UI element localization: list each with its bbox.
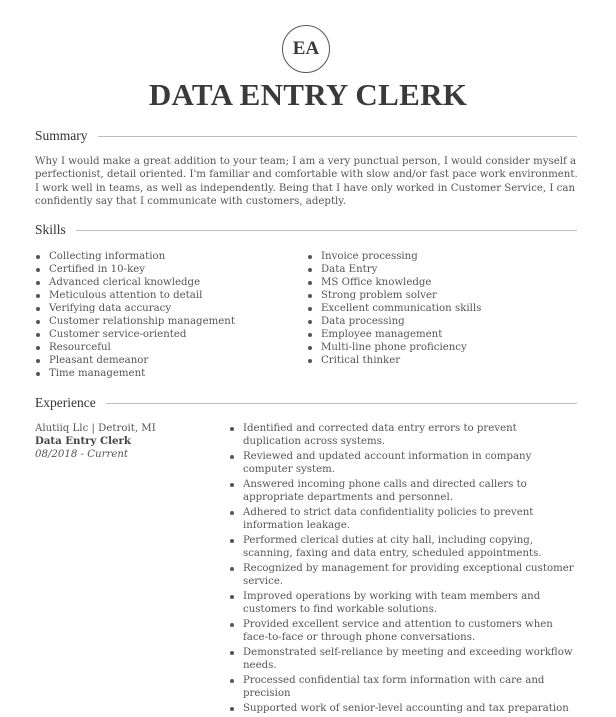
skills-heading-label: Skills	[35, 222, 66, 237]
list-item: Collecting information	[35, 250, 235, 263]
job-role: Data Entry Clerk	[35, 435, 131, 447]
list-item: Employee management	[307, 328, 481, 341]
list-item: Certified in 10-key	[35, 263, 235, 276]
list-item: Supported work of senior-level accounting and tax preparation	[230, 702, 575, 715]
list-item: Improved operations by working with team members and customers to find workable solutions.	[230, 590, 575, 617]
summary-text: Why I would make a great addition to your team; I am a very punctual person, I would consider myself a perfectionist, detail oriented. I'm familiar and comfortable with slow and/or fast pace work environment. I work well in teams, as well as independently. Being that I have only worked in Customer Service, I can confidently say that I communicate with customers, adeptly.	[35, 156, 578, 207]
job-dates: 08/2018 - Current	[35, 449, 129, 460]
list-item: Advanced clerical knowledge	[35, 276, 235, 289]
experience-heading-label: Experience	[35, 395, 96, 410]
list-item: Verifying data accuracy	[35, 302, 235, 315]
list-item: Strong problem solver	[307, 289, 481, 302]
skills-heading	[35, 222, 577, 238]
list-item: MS Office knowledge	[307, 276, 481, 289]
list-item: Data Entry	[307, 263, 481, 276]
list-item: Customer service-oriented	[35, 328, 235, 341]
job-bullets	[230, 422, 575, 717]
list-item: Adhered to strict data confidentiality policies to prevent information leakage.	[230, 506, 575, 533]
list-item: Processed confidential tax form information with care and precision	[230, 674, 575, 701]
job-info	[35, 422, 156, 461]
list-item: Answered incoming phone calls and directed callers to appropriate departments and personnel.	[230, 478, 575, 505]
page-title: DATA ENTRY CLERK	[148, 77, 468, 112]
list-item: Meticulous attention to detail	[35, 289, 235, 302]
list-item: Data processing	[307, 315, 481, 328]
list-item: Resourceful	[35, 341, 235, 354]
summary-heading	[35, 128, 577, 144]
list-item: Excellent communication skills	[307, 302, 481, 315]
divider	[98, 136, 578, 137]
job-company: Alutiiq Llc | Detroit, MI	[35, 423, 156, 434]
list-item: Demonstrated self-reliance by meeting and exceeding workflow needs.	[230, 646, 575, 673]
list-item: Identified and corrected data entry errors to prevent duplication across systems.	[230, 422, 575, 449]
divider	[106, 403, 577, 404]
experience-heading	[35, 395, 577, 411]
list-item: Performed clerical duties at city hall, including copying, scanning, faxing and data entry, scheduled appointments.	[230, 534, 575, 561]
summary-heading-label: Summary	[35, 128, 88, 143]
list-item: Reviewed and updated account information in company computer system.	[230, 450, 575, 477]
list-item: Time management	[35, 367, 235, 380]
list-item: Customer relationship management	[35, 315, 235, 328]
divider	[76, 230, 577, 231]
list-item: Multi-line phone proficiency	[307, 341, 481, 354]
list-item: Pleasant demeanor	[35, 354, 235, 367]
skills-column-1	[35, 250, 235, 380]
initials: EA	[292, 38, 320, 59]
skills-column-2	[307, 250, 481, 367]
monogram-logo	[282, 25, 330, 73]
list-item: Invoice processing	[307, 250, 481, 263]
list-item: Provided excellent service and attention to customers when face-to-face or through phone conversations.	[230, 618, 575, 645]
list-item: Critical thinker	[307, 354, 481, 367]
list-item: Recognized by management for providing exceptional customer service.	[230, 562, 575, 589]
